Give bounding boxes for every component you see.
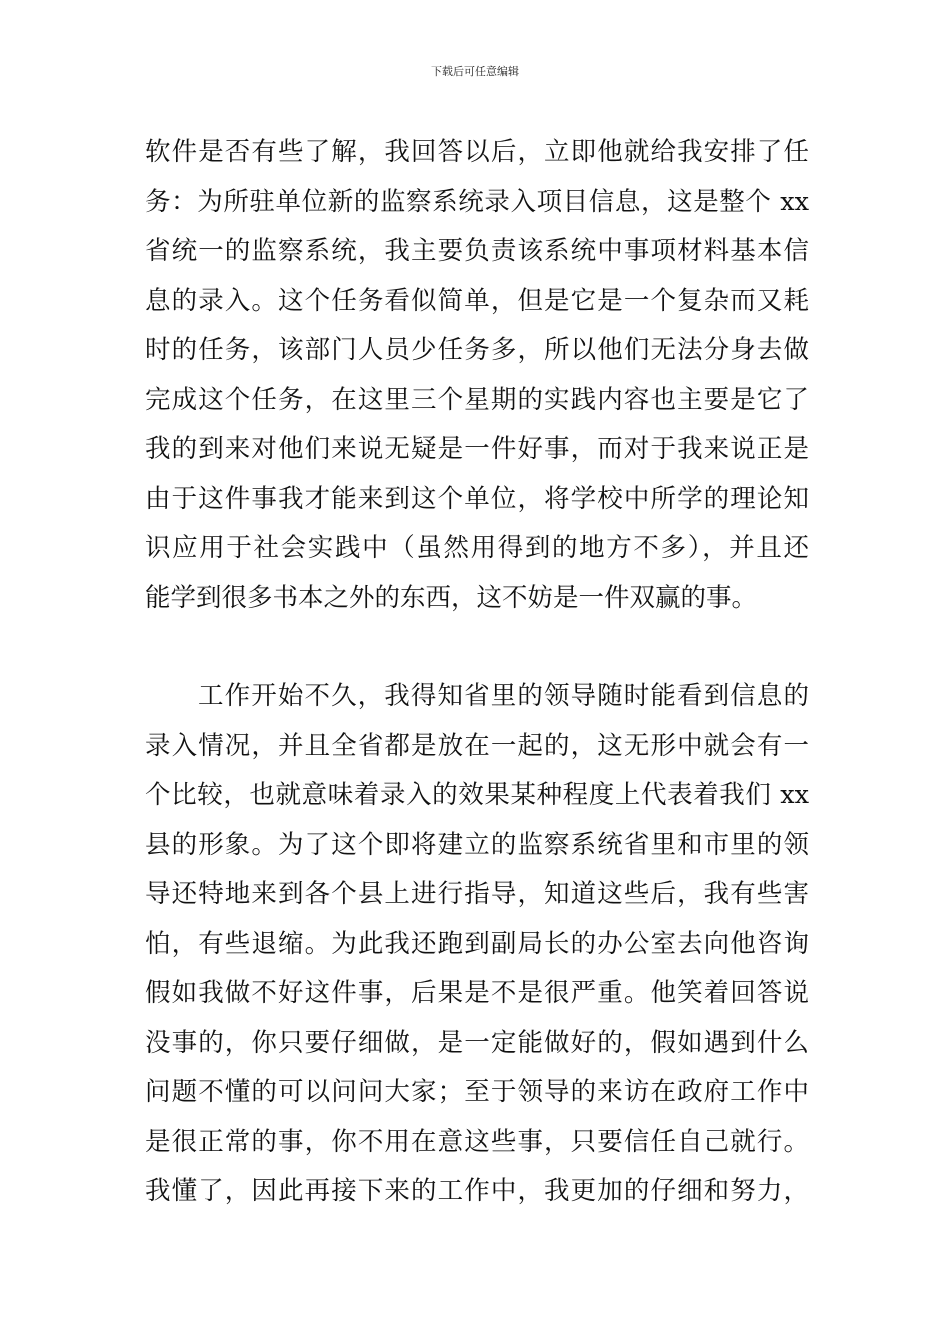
text-line: 能学到很多书本之外的东西，这不妨是一件双赢的事。 — [145, 582, 758, 613]
text-line: 问题不懂的可以问问大家；至于领导的来访在政府工作中 — [145, 1077, 809, 1107]
text-line: 没事的，你只要仔细做，是一定能做好的，假如遇到什么 — [145, 1027, 809, 1058]
text-line: 息的录入。这个任务看似简单，但是它是一个复杂而又耗 — [145, 285, 809, 316]
paragraph-2 — [145, 672, 809, 1217]
paragraph-gap — [145, 623, 809, 672]
text-line: 由于这件事我才能来到这个单位，将学校中所学的理论知 — [145, 483, 809, 514]
text-line: 导还特地来到各个县上进行指导，知道这些后，我有些害 — [145, 879, 809, 909]
text-line: 县的形象。为了这个即将建立的监察系统省里和市里的领 — [145, 829, 809, 860]
text-line: 识应用于社会实践中（虽然用得到的地方不多），并且还 — [145, 533, 809, 563]
text-line: 个比较，也就意味着录入的效果某种程度上代表着我们 xx — [145, 780, 809, 810]
page-header: 下载后可任意编辑 — [431, 65, 519, 78]
text-line: 时的任务，该部门人员少任务多，所以他们无法分身去做 — [145, 335, 809, 365]
text-line: 省统一的监察系统，我主要负责该系统中事项材料基本信 — [145, 236, 809, 266]
text-line: 我的到来对他们来说无疑是一件好事，而对于我来说正是 — [145, 434, 809, 464]
text-line: 务：为所驻单位新的监察系统录入项目信息，这是整个 xx — [145, 186, 809, 217]
text-line: 怕，有些退缩。为此我还跑到副局长的办公室去向他咨询 — [145, 928, 809, 959]
paragraph-1 — [145, 128, 809, 623]
text-line: 完成这个任务，在这里三个星期的实践内容也主要是它了 — [145, 384, 809, 415]
text-line: 工作开始不久，我得知省里的领导随时能看到信息的 — [198, 681, 809, 711]
text-line: 假如我做不好这件事，后果是不是很严重。他笑着回答说 — [145, 978, 809, 1008]
text-line: 录入情况，并且全省都是放在一起的，这无形中就会有一 — [145, 730, 809, 761]
text-line: 是很正常的事，你不用在意这些事，只要信任自己就行。 — [145, 1126, 809, 1157]
text-line: 软件是否有些了解，我回答以后，立即他就给我安排了任 — [145, 137, 809, 167]
text-line: 我懂了，因此再接下来的工作中，我更加的仔细和努力， — [145, 1176, 809, 1206]
document-body — [145, 128, 809, 1217]
